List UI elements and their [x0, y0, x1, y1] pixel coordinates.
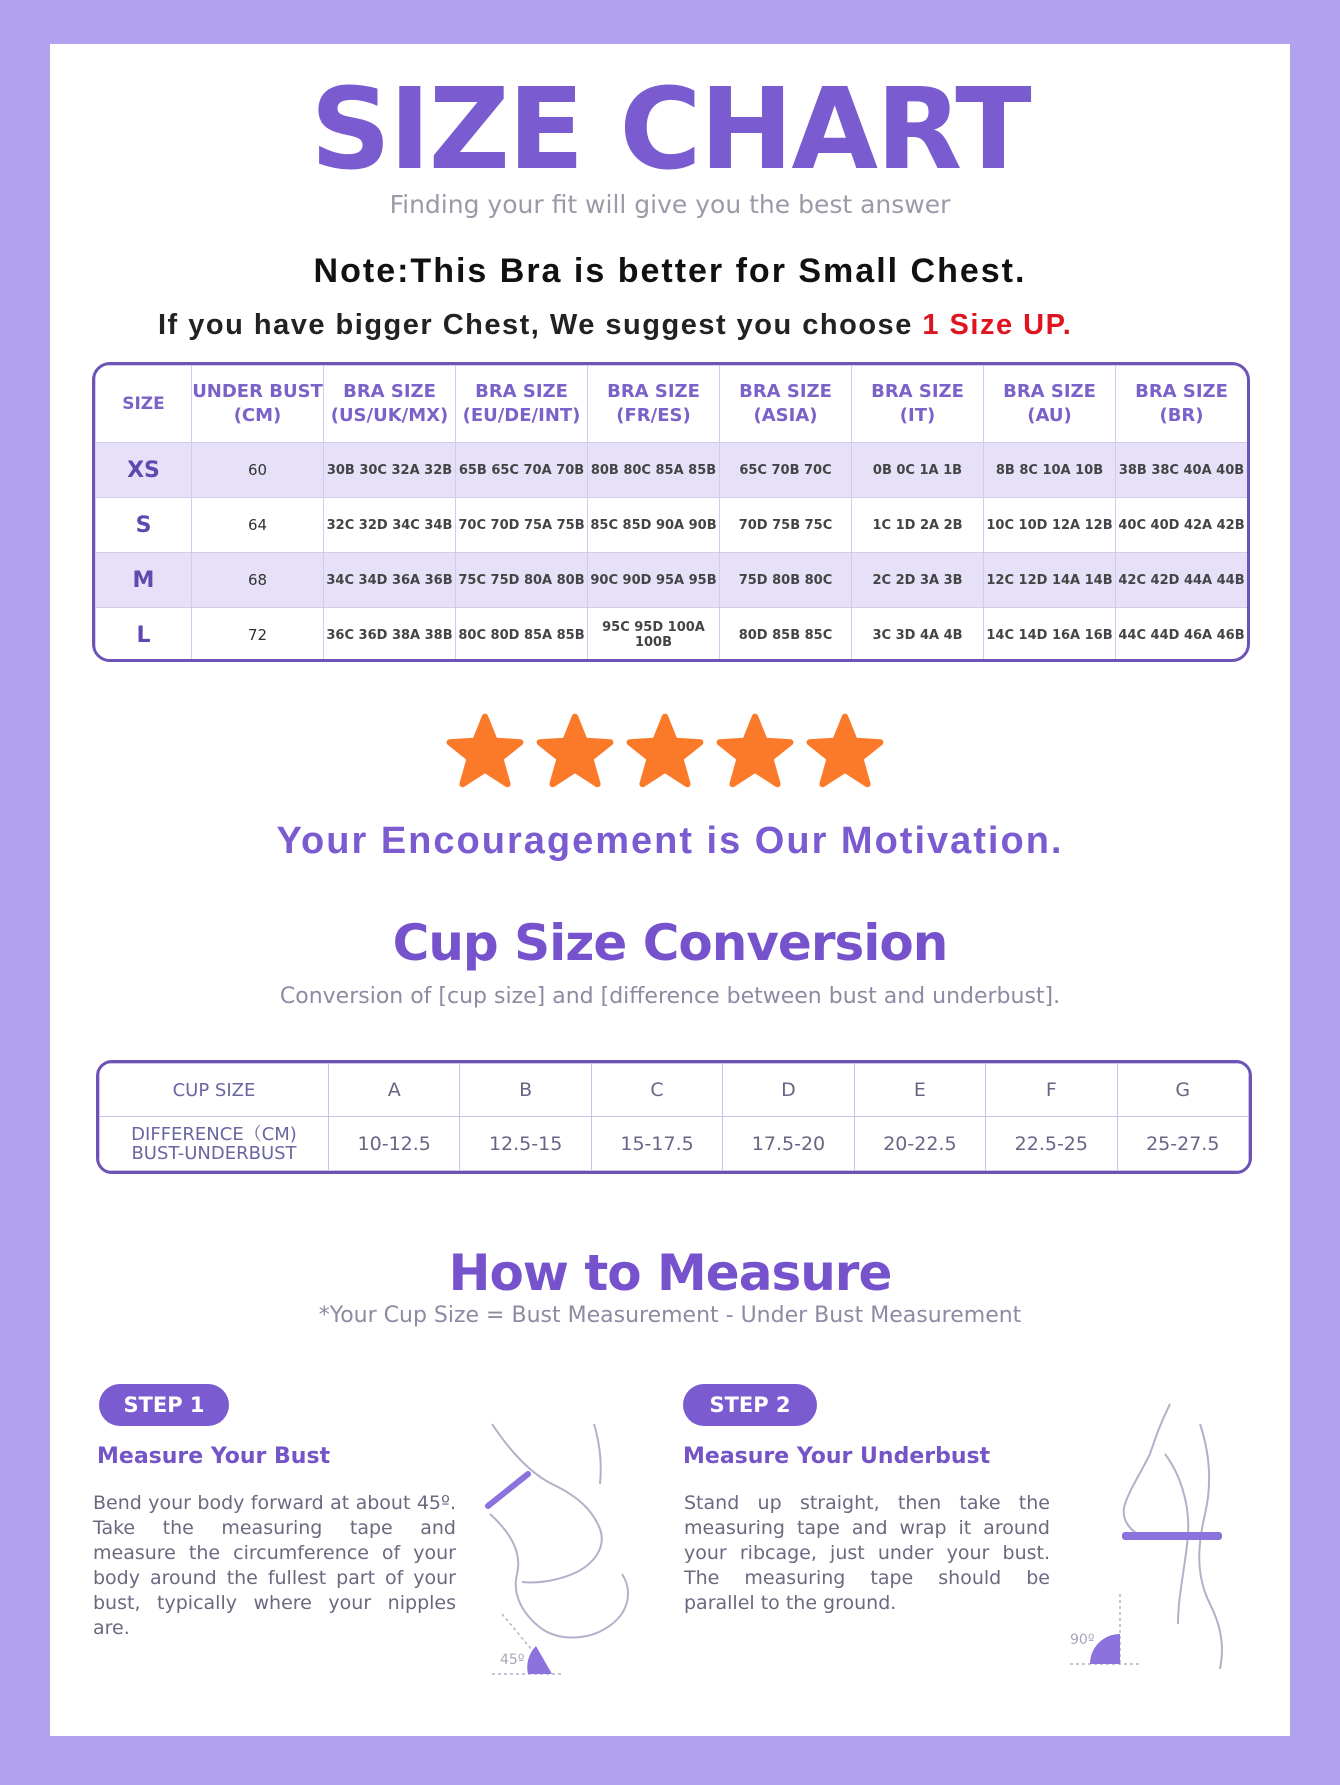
step2-text: Stand up straight, then take the measuring tape and wrap it around your ribcage, just under your bust. The measuring tape should be parallel to the ground. [684, 1492, 1050, 1614]
under-bust-cell: 64 [192, 498, 324, 553]
table-cell: 75C 75D 80A 80B [456, 553, 588, 608]
motivation-text: Your Encouragement is Our Motivation. [276, 820, 1064, 862]
star-icon [625, 712, 705, 792]
size-cell: L [96, 608, 192, 663]
size-up-highlight: 1 Size UP. [922, 309, 1073, 341]
table-cell: 0B 0C 1A 1B [852, 443, 984, 498]
diff-cell: 12.5-15 [460, 1117, 591, 1171]
star-icon [535, 712, 615, 792]
col-header-asia: BRA SIZE (ASIA) [720, 366, 852, 443]
table-cell: 10C 10D 12A 12B [984, 498, 1116, 553]
rating-stars [445, 712, 895, 792]
table-cell: 85C 85D 90A 90B [588, 498, 720, 553]
page-subtitle: Finding your fit will give you the best answer [389, 190, 951, 219]
col-header-au: BRA SIZE (AU) [984, 366, 1116, 443]
table-cell: 80D 85B 85C [720, 608, 852, 663]
cup-conversion-subtitle: Conversion of [cup size] and [difference between bust and underbust]. [279, 984, 1061, 1009]
col-header-size: SIZE [96, 366, 192, 443]
size-chart-page [50, 44, 1290, 1736]
table-row [96, 553, 1248, 608]
bust-measure-illustration [482, 1414, 652, 1684]
table-cell: 30B 30C 32A 32B [324, 443, 456, 498]
star-icon [445, 712, 525, 792]
table-cell: 80B 80C 85A 85B [588, 443, 720, 498]
cup-conversion-title: Cup Size Conversion [392, 914, 948, 972]
table-row [96, 608, 1248, 663]
col-header-fr: BRA SIZE (FR/ES) [588, 366, 720, 443]
table-cell: 40C 40D 42A 42B [1116, 498, 1248, 553]
under-bust-cell: 68 [192, 553, 324, 608]
size-cell: S [96, 498, 192, 553]
col-header-br: BRA SIZE (BR) [1116, 366, 1248, 443]
table-cell: 12C 12D 14A 14B [984, 553, 1116, 608]
size-cell: M [96, 553, 192, 608]
table-cell: 44C 44D 46A 46B [1116, 608, 1248, 663]
table-cell: 2C 2D 3A 3B [852, 553, 984, 608]
under-bust-cell: 60 [192, 443, 324, 498]
diff-cell: 20-22.5 [854, 1117, 985, 1171]
size-table-header [96, 366, 1248, 443]
table-cell: 70D 75B 75C [720, 498, 852, 553]
table-cell: 36C 36D 38A 38B [324, 608, 456, 663]
diff-cell: 15-17.5 [591, 1117, 722, 1171]
star-icon [805, 712, 885, 792]
how-to-measure-title: How to Measure [448, 1244, 892, 1302]
cup-cell: G [1117, 1064, 1248, 1117]
table-cell: 8B 8C 10A 10B [984, 443, 1116, 498]
cup-size-row [100, 1064, 1249, 1117]
diff-cell: 22.5-25 [986, 1117, 1117, 1171]
table-cell: 95C 95D 100A 100B [588, 608, 720, 663]
cup-cell: D [723, 1064, 854, 1117]
table-row [96, 498, 1248, 553]
cup-cell: A [329, 1064, 460, 1117]
size-cell: XS [96, 443, 192, 498]
diff-cell: 10-12.5 [329, 1117, 460, 1171]
page-title: SIZE CHART [310, 65, 1030, 195]
cup-size-label: CUP SIZE [100, 1064, 329, 1117]
table-cell: 34C 34D 36A 36B [324, 553, 456, 608]
size-up-note [158, 309, 1072, 342]
table-cell: 65B 65C 70A 70B [456, 443, 588, 498]
under-bust-cell: 72 [192, 608, 324, 663]
table-cell: 38B 38C 40A 40B [1116, 443, 1248, 498]
col-header-under-bust: UNDER BUST (CM) [192, 366, 324, 443]
cup-cell: F [986, 1064, 1117, 1117]
size-table [92, 362, 1250, 662]
step1-badge: STEP 1 [99, 1384, 229, 1426]
cup-table [96, 1060, 1252, 1174]
table-row [96, 443, 1248, 498]
table-cell: 80C 80D 85A 85B [456, 608, 588, 663]
table-cell: 3C 3D 4A 4B [852, 608, 984, 663]
fit-note: Note:This Bra is better for Small Chest. [313, 252, 1027, 290]
col-header-it: BRA SIZE (IT) [852, 366, 984, 443]
star-icon [715, 712, 795, 792]
table-cell: 32C 32D 34C 34B [324, 498, 456, 553]
difference-row [100, 1117, 1249, 1171]
table-cell: 14C 14D 16A 16B [984, 608, 1116, 663]
size-up-note-text: If you have bigger Chest, We suggest you choose [158, 309, 923, 341]
cup-cell: E [854, 1064, 985, 1117]
step1-angle: 45º [500, 1652, 525, 1668]
table-cell: 65C 70B 70C [720, 443, 852, 498]
cup-cell: B [460, 1064, 591, 1117]
col-header-eu: BRA SIZE (EU/DE/INT) [456, 366, 588, 443]
table-cell: 42C 42D 44A 44B [1116, 553, 1248, 608]
step2-badge: STEP 2 [683, 1384, 817, 1426]
step2-heading: Measure Your Underbust [683, 1444, 991, 1469]
difference-label: DIFFERENCE（CM) BUST-UNDERBUST [100, 1117, 329, 1171]
diff-cell: 25-27.5 [1117, 1117, 1248, 1171]
table-cell: 70C 70D 75A 75B [456, 498, 588, 553]
table-cell: 75D 80B 80C [720, 553, 852, 608]
cup-cell: C [591, 1064, 722, 1117]
table-cell: 1C 1D 2A 2B [852, 498, 984, 553]
underbust-measure-illustration [1060, 1394, 1260, 1674]
diff-cell: 17.5-20 [723, 1117, 854, 1171]
how-to-measure-subtitle: *Your Cup Size = Bust Measurement - Under Bust Measurement [318, 1303, 1022, 1328]
step1-heading: Measure Your Bust [97, 1444, 331, 1469]
table-cell: 90C 90D 95A 95B [588, 553, 720, 608]
step1-text: Bend your body forward at about 45º. Take the measuring tape and measure the circumference of your body around the fullest part of your bust, typically where your nipples are. [93, 1492, 456, 1639]
col-header-us: BRA SIZE (US/UK/MX) [324, 366, 456, 443]
step2-angle: 90º [1070, 1632, 1095, 1648]
